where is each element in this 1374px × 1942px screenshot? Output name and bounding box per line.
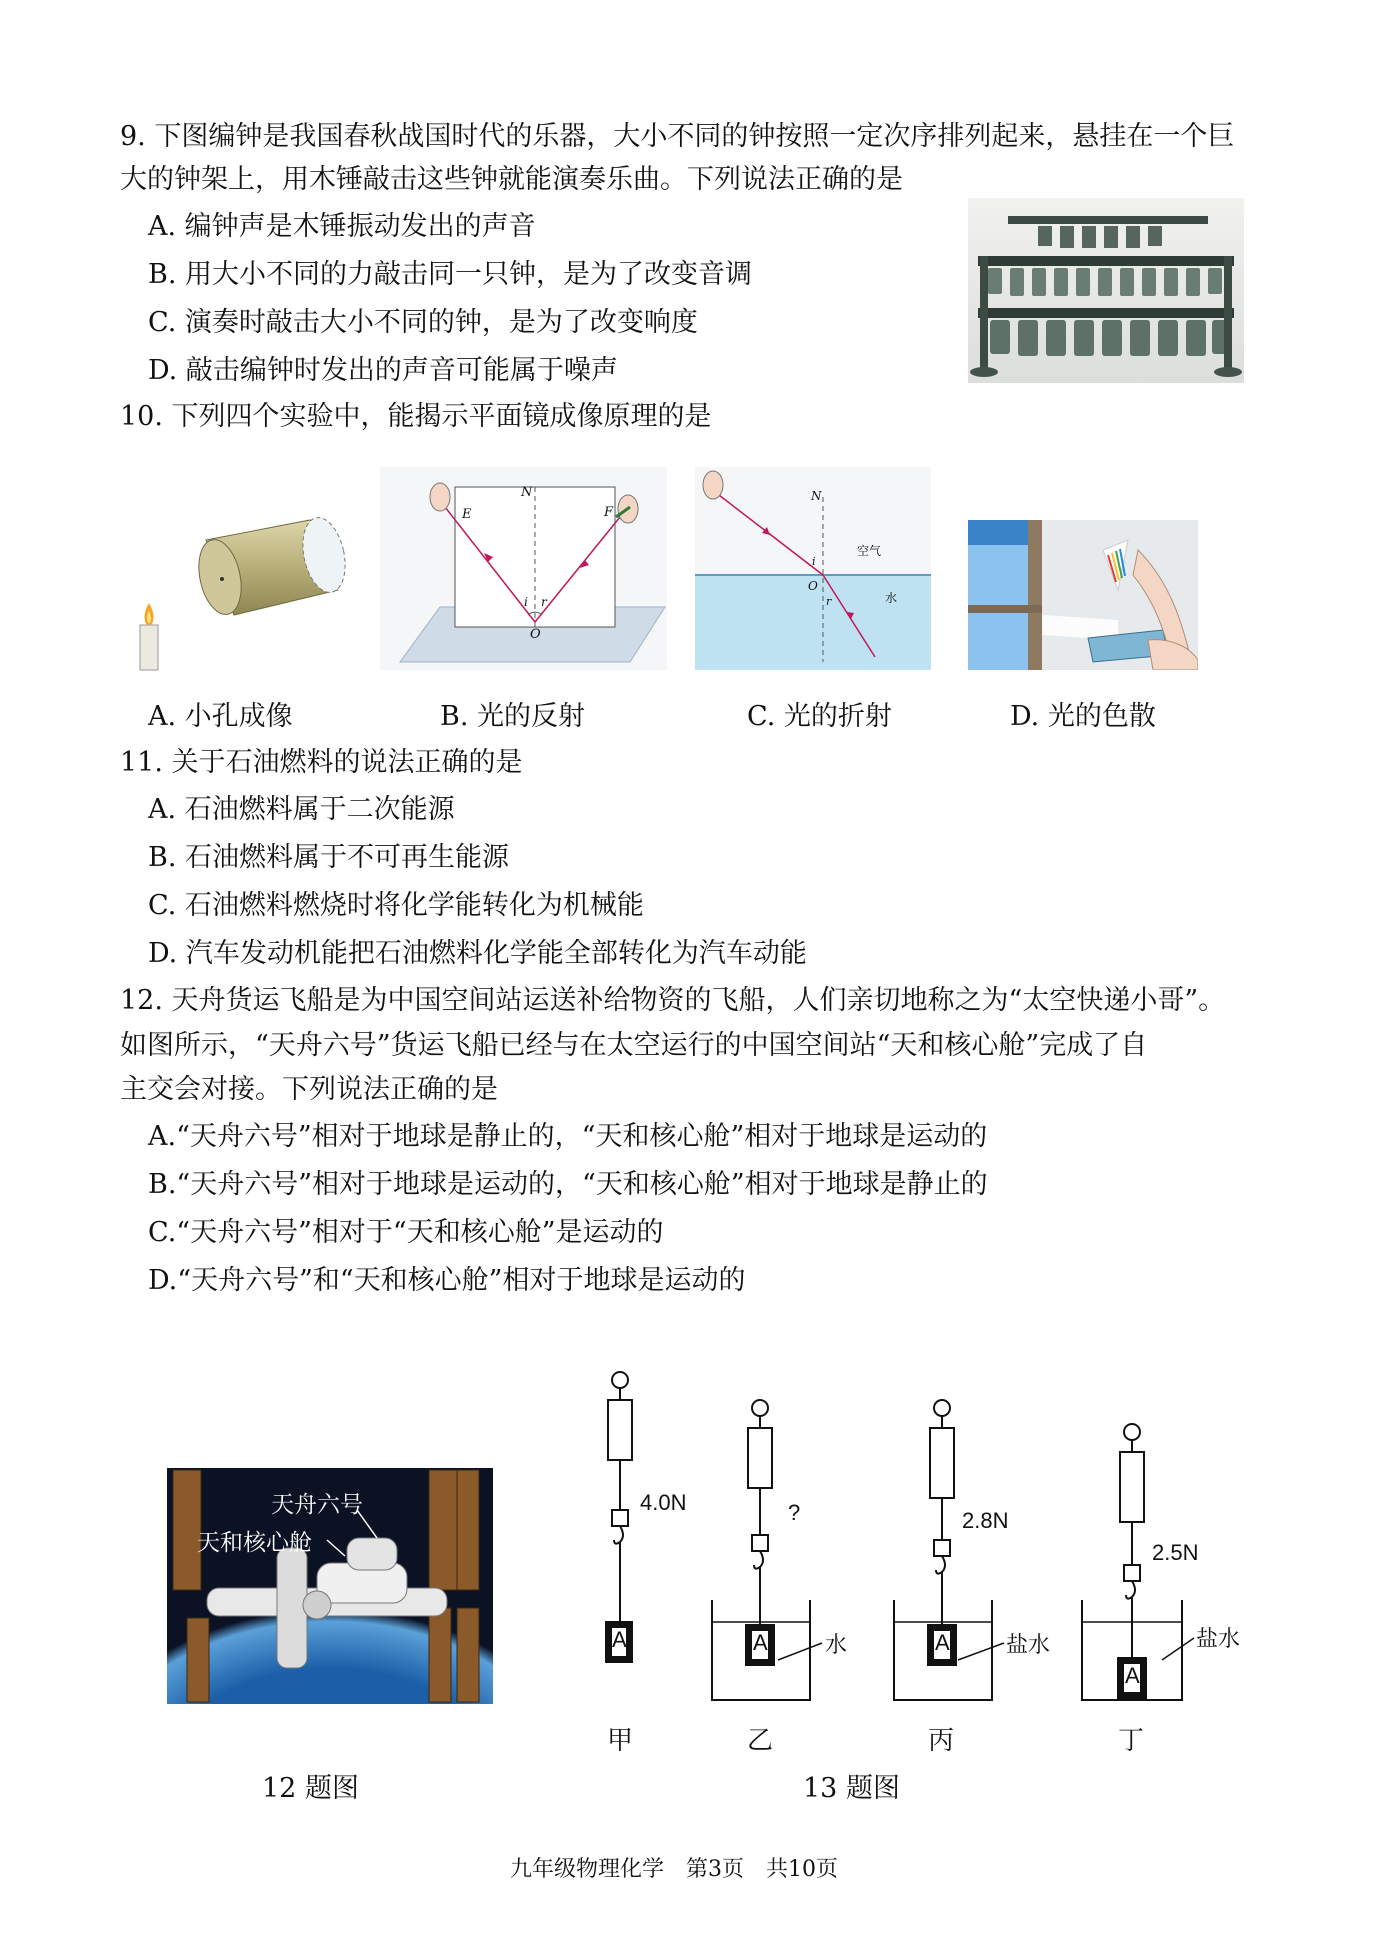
- reading-jia: 4.0N: [640, 1490, 687, 1515]
- q11-option-c: C. 石油燃料燃烧时将化学能转化为机械能: [148, 890, 644, 921]
- b-label-n: N: [521, 485, 533, 500]
- dispersion-image: [968, 520, 1198, 670]
- q11-option-b: B. 石油燃料属于不可再生能源: [148, 842, 510, 873]
- label-tianzhou: 天舟六号: [271, 1491, 363, 1517]
- q9-stem-line2: 大的钟架上，用木锤敲击这些钟就能演奏乐曲。下列说法正确的是: [120, 164, 903, 195]
- q13-figure-caption: 13 题图: [803, 1773, 900, 1804]
- q9-option-b: B. 用大小不同的力敲击同一只钟，是为了改变音调: [148, 259, 753, 290]
- c-label-n: N: [811, 489, 822, 503]
- q10-caption-b: B. 光的反射: [440, 701, 586, 732]
- q13-figure: [560, 1360, 1250, 1760]
- q9-option-a: A. 编钟声是木锤振动发出的声音: [148, 211, 536, 242]
- q12-stem-line2: 如图所示，“天舟六号”货运飞船已经与在太空运行的中国空间站“天和核心舱”完成了自: [120, 1030, 1148, 1061]
- reading-bing: 2.8N: [962, 1508, 1009, 1533]
- q12-stem-line1: 12. 天舟货运飞船是为中国空间站运送补给物资的飞船，人们亲切地称之为“太空快递小哥”。: [120, 985, 1226, 1016]
- liquid-ding: 盐水: [1196, 1627, 1241, 1652]
- q9-option-d: D. 敲击编钟时发出的声音可能属于噪声: [148, 355, 618, 386]
- panel-name-bing: 丙: [928, 1726, 955, 1756]
- block-yi: A: [753, 1630, 768, 1655]
- reading-ding: 2.5N: [1152, 1540, 1199, 1565]
- q9-stem-line1: 9. 下图编钟是我国春秋战国时代的乐器，大小不同的钟按照一定次序排列起来，悬挂在一个巨: [120, 121, 1235, 152]
- panel-name-ding: 丁: [1118, 1726, 1145, 1756]
- b-label-e: E: [462, 507, 472, 522]
- q12-option-b: B.“天舟六号”相对于地球是运动的，“天和核心舱”相对于地球是静止的: [148, 1169, 988, 1200]
- b-label-i: i: [524, 595, 528, 609]
- q12-figure-caption: 12 题图: [262, 1773, 359, 1804]
- q10-caption-a: A. 小孔成像: [148, 701, 293, 732]
- q11-option-d: D. 汽车发动机能把石油燃料化学能全部转化为汽车动能: [148, 938, 807, 969]
- q11-option-a: A. 石油燃料属于二次能源: [148, 794, 455, 825]
- q10-caption-c: C. 光的折射: [747, 701, 892, 732]
- b-label-f: F: [604, 505, 614, 520]
- b-label-r: r: [541, 595, 547, 609]
- q9-option-c: C. 演奏时敲击大小不同的钟，是为了改变响度: [148, 307, 698, 338]
- page-footer: 九年级物理化学 第3页 共10页: [510, 1857, 838, 1882]
- label-tianhe: 天和核心舱: [197, 1529, 312, 1555]
- q12-stem-line3: 主交会对接。下列说法正确的是: [120, 1074, 498, 1105]
- pinhole-diagram: [130, 515, 350, 675]
- liquid-bing: 盐水: [1006, 1633, 1051, 1658]
- q12-option-c: C.“天舟六号”相对于“天和核心舱”是运动的: [148, 1217, 664, 1248]
- block-bing: A: [935, 1630, 950, 1655]
- q10-stem: 10. 下列四个实验中，能揭示平面镜成像原理的是: [120, 401, 712, 432]
- reflection-diagram: [380, 467, 667, 670]
- refraction-diagram: [695, 467, 931, 670]
- q10-caption-d: D. 光的色散: [1010, 701, 1156, 732]
- q12-option-d: D.“天舟六号”和“天和核心舱”相对于地球是运动的: [148, 1265, 746, 1296]
- panel-name-jia: 甲: [607, 1726, 634, 1756]
- block-ding: A: [1125, 1663, 1140, 1688]
- c-label-water: 水: [885, 591, 898, 605]
- c-label-i: i: [812, 555, 816, 568]
- block-jia: A: [612, 1627, 627, 1652]
- c-label-air: 空气: [857, 544, 882, 558]
- liquid-yi: 水: [825, 1633, 848, 1658]
- b-label-o: O: [530, 627, 541, 642]
- bianzhong-image: [968, 198, 1244, 383]
- c-label-r: r: [826, 595, 832, 608]
- space-station-image: [167, 1468, 493, 1704]
- q11-stem: 11. 关于石油燃料的说法正确的是: [120, 747, 523, 778]
- c-label-o: O: [808, 579, 818, 593]
- q12-option-a: A.“天舟六号”相对于地球是静止的，“天和核心舱”相对于地球是运动的: [148, 1121, 988, 1152]
- panel-name-yi: 乙: [747, 1726, 774, 1756]
- reading-yi: ?: [788, 1500, 801, 1525]
